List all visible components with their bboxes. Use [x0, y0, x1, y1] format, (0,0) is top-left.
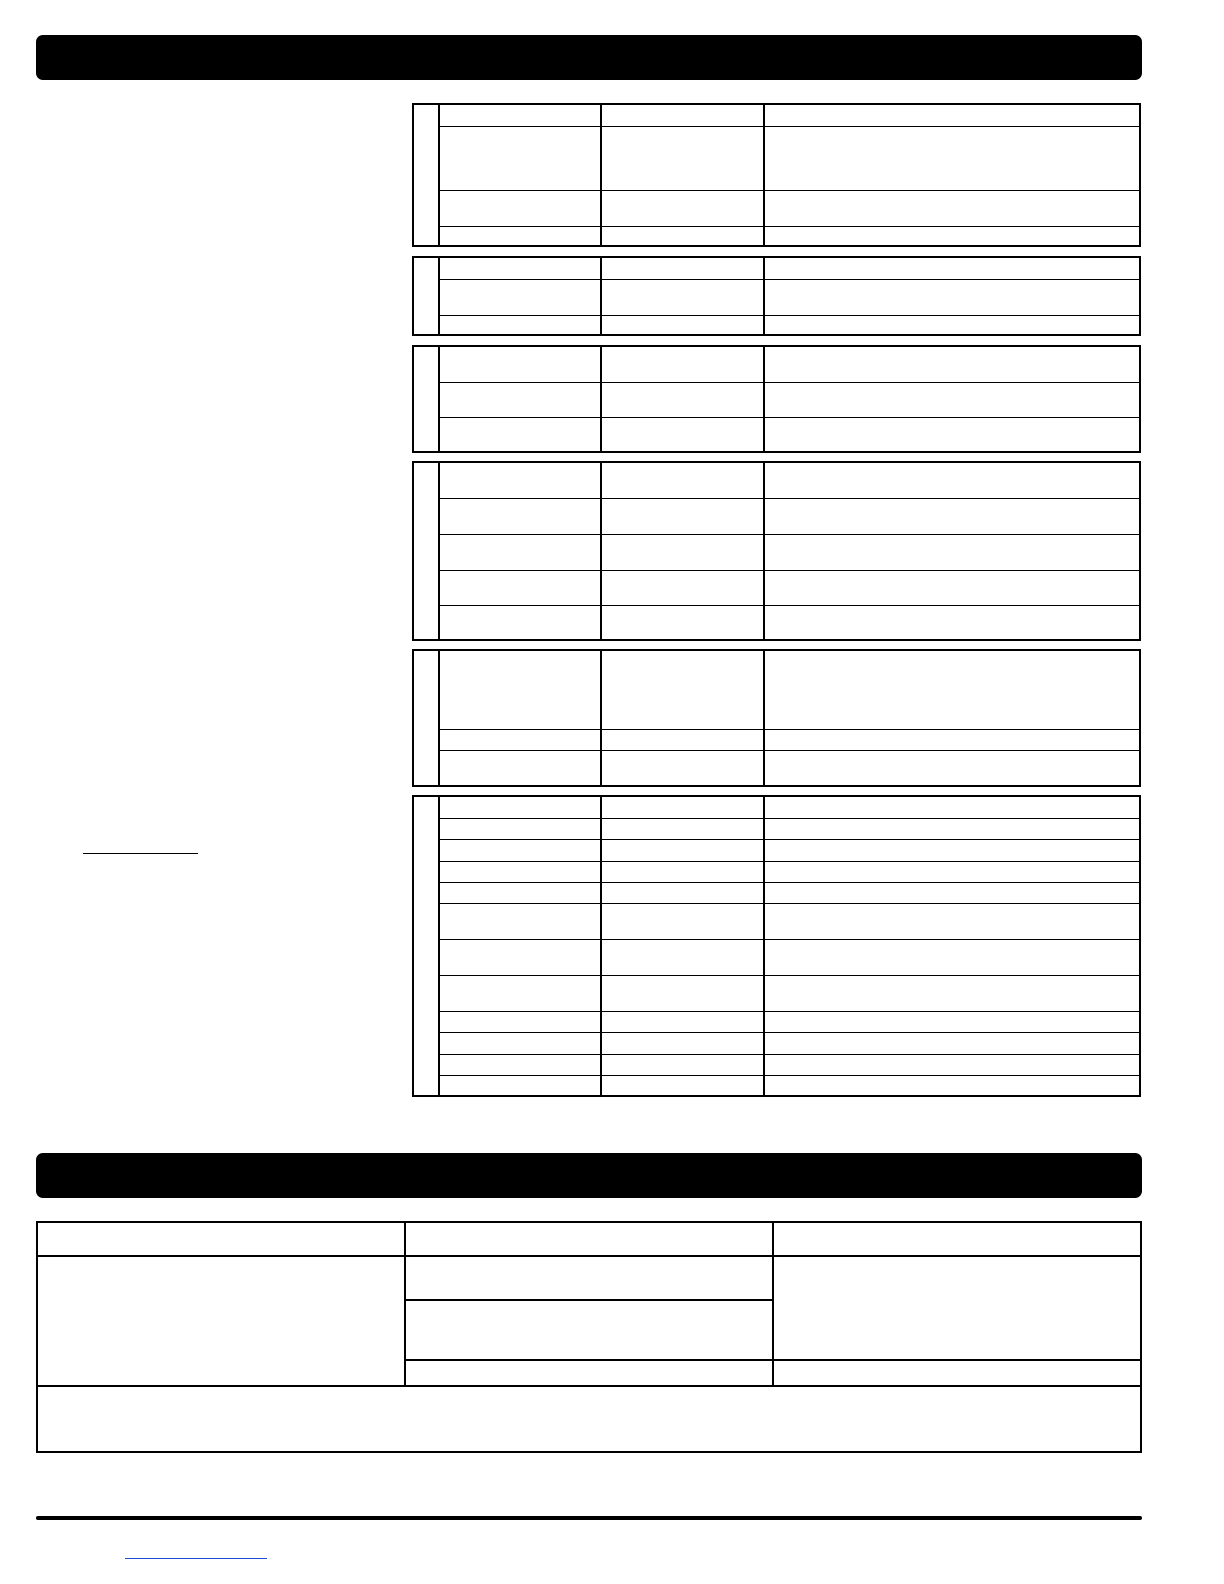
- table-header-cell: [778, 1227, 1138, 1253]
- table-cell: [765, 1076, 1139, 1095]
- table-cell: [440, 751, 602, 785]
- table-cell: [602, 258, 765, 279]
- table-cell: [440, 819, 602, 839]
- table-row: [440, 127, 1139, 191]
- table-row: [440, 940, 1139, 976]
- table-cell: [602, 1033, 765, 1054]
- group-side-tab: [414, 651, 440, 785]
- table-cell: [440, 1055, 602, 1075]
- table-cell: [602, 571, 765, 605]
- table-cell: [765, 535, 1139, 570]
- table-cell: [440, 499, 602, 534]
- table-cell: [765, 1012, 1139, 1032]
- section-banner-bottom: [36, 1153, 1142, 1198]
- table-row: [440, 347, 1139, 383]
- table-cell: [440, 651, 602, 729]
- table-cell: [602, 904, 765, 939]
- table-row: [440, 191, 1139, 227]
- footer-link[interactable]: [125, 1558, 267, 1559]
- table-cell: [765, 463, 1139, 498]
- table-cell: [440, 418, 602, 451]
- table-cell: [765, 651, 1139, 729]
- table-row: [440, 383, 1139, 418]
- table-row: [440, 1033, 1139, 1055]
- table-cell: [440, 940, 602, 975]
- table-cell: [778, 1363, 1138, 1383]
- table-cell: [440, 862, 602, 882]
- table-cell: [765, 883, 1139, 903]
- table-row: [440, 606, 1139, 639]
- table-cell: [602, 730, 765, 750]
- table-cell: [602, 280, 765, 315]
- table-row: [440, 227, 1139, 245]
- table-cell: [602, 819, 765, 839]
- table-note: [42, 1391, 1136, 1447]
- table-cell: [602, 463, 765, 498]
- table-row: [440, 499, 1139, 535]
- table-header-cell: [410, 1227, 770, 1253]
- table-cell: [602, 883, 765, 903]
- table-cell: [410, 1261, 770, 1297]
- table-cell: [440, 1033, 602, 1054]
- table-row: [440, 571, 1139, 606]
- table-cell: [440, 463, 602, 498]
- table-cell: [440, 383, 602, 417]
- table-cell: [440, 127, 602, 190]
- table-cell: [602, 191, 765, 226]
- group-side-tab: [414, 347, 440, 451]
- row-divider: [38, 1255, 1140, 1257]
- table-cell: [602, 751, 765, 785]
- table-cell: [765, 316, 1139, 334]
- table-cell: [765, 862, 1139, 882]
- table-cell: [765, 940, 1139, 975]
- table-cell: [602, 347, 765, 382]
- group-side-tab: [414, 105, 440, 245]
- table-cell: [602, 105, 765, 126]
- table-cell: [765, 819, 1139, 839]
- table-cell: [410, 1303, 770, 1357]
- table-cell: [765, 606, 1139, 639]
- table-cell: [440, 316, 602, 334]
- table-row: [440, 651, 1139, 730]
- table-cell: [602, 316, 765, 334]
- table-row: [440, 862, 1139, 883]
- row-divider: [404, 1359, 1140, 1361]
- table-cell: [440, 571, 602, 605]
- table-cell: [410, 1363, 770, 1383]
- table-cell: [440, 840, 602, 861]
- footer-rule: [36, 1516, 1142, 1520]
- table-cell: [440, 347, 602, 382]
- table-row: [440, 280, 1139, 316]
- table-cell: [440, 606, 602, 639]
- group-side-tab: [414, 463, 440, 639]
- row-divider: [38, 1385, 1140, 1387]
- table-cell: [765, 499, 1139, 534]
- row-divider: [404, 1299, 772, 1301]
- table-cell: [602, 606, 765, 639]
- table-cell: [602, 127, 765, 190]
- table-cell: [440, 258, 602, 279]
- table-row: [440, 418, 1139, 451]
- table-cell: [765, 227, 1139, 245]
- table-row: [440, 751, 1139, 785]
- table-cell: [440, 535, 602, 570]
- table-cell: [602, 976, 765, 1011]
- table-cell: [602, 418, 765, 451]
- table-row: [440, 316, 1139, 334]
- spec-group-6: [412, 795, 1141, 1097]
- spec-group-4: [412, 461, 1141, 641]
- table-cell: [440, 976, 602, 1011]
- table-header-cell: [42, 1227, 402, 1253]
- table-row: [440, 535, 1139, 571]
- table-cell: [440, 105, 602, 126]
- table-cell: [765, 418, 1139, 451]
- group-side-tab: [414, 258, 440, 334]
- table-cell: [765, 1055, 1139, 1075]
- table-cell: [602, 651, 765, 729]
- table-cell: [765, 127, 1139, 190]
- table-cell: [765, 730, 1139, 750]
- table-cell: [440, 191, 602, 226]
- table-cell: [765, 904, 1139, 939]
- table-cell: [602, 227, 765, 245]
- table-cell: [602, 1055, 765, 1075]
- spec-group-3: [412, 345, 1141, 453]
- text-underline: [83, 853, 198, 854]
- table-cell: [765, 383, 1139, 417]
- table-cell: [440, 280, 602, 315]
- group-side-tab: [414, 797, 440, 1095]
- table-row: [440, 819, 1139, 840]
- table-cell: [765, 105, 1139, 126]
- section-banner-top: [36, 35, 1142, 80]
- spec-group-1: [412, 103, 1141, 247]
- table-row: [440, 730, 1139, 751]
- table-cell: [765, 280, 1139, 315]
- table-cell: [765, 797, 1139, 818]
- table-cell: [778, 1261, 1138, 1357]
- table-cell: [765, 258, 1139, 279]
- table-cell: [602, 940, 765, 975]
- table-row: [440, 840, 1139, 862]
- table-cell: [765, 840, 1139, 861]
- table-cell: [602, 1076, 765, 1095]
- table-cell: [602, 797, 765, 818]
- table-cell: [602, 499, 765, 534]
- table-row: [440, 797, 1139, 819]
- table-cell: [440, 1076, 602, 1095]
- table-cell: [765, 571, 1139, 605]
- table-cell: [602, 1012, 765, 1032]
- spec-group-2: [412, 256, 1141, 336]
- table-row: [440, 258, 1139, 280]
- table-row: [440, 883, 1139, 904]
- table-cell: [440, 797, 602, 818]
- table-cell: [765, 751, 1139, 785]
- table-row: [440, 463, 1139, 499]
- table-row: [440, 976, 1139, 1012]
- table-cell: [440, 227, 602, 245]
- table-cell: [440, 730, 602, 750]
- table-cell: [440, 883, 602, 903]
- table-cell: [440, 904, 602, 939]
- table-cell: [42, 1261, 402, 1381]
- table-cell: [765, 347, 1139, 382]
- table-cell: [765, 191, 1139, 226]
- table-row: [440, 1076, 1139, 1095]
- table-cell: [440, 1012, 602, 1032]
- table-cell: [602, 535, 765, 570]
- table-row: [440, 105, 1139, 127]
- table-row: [440, 1055, 1139, 1076]
- table-cell: [602, 383, 765, 417]
- table-cell: [602, 862, 765, 882]
- table-cell: [765, 976, 1139, 1011]
- table-cell: [765, 1033, 1139, 1054]
- table-row: [440, 904, 1139, 940]
- table-row: [440, 1012, 1139, 1033]
- spec-group-5: [412, 649, 1141, 787]
- table-cell: [602, 840, 765, 861]
- summary-table: [36, 1221, 1142, 1453]
